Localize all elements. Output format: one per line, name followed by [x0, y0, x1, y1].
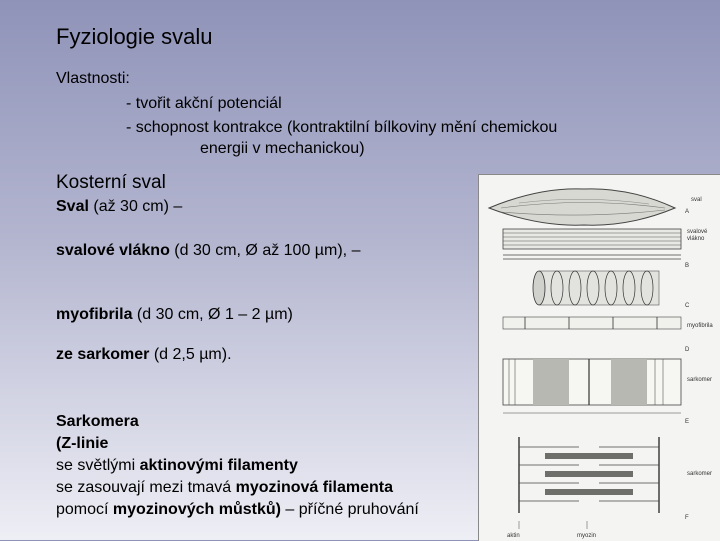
- label-F: F: [685, 515, 689, 521]
- property-item: - schopnost kontrakce (kontraktilní bílkoviny mění chemickou: [126, 119, 558, 136]
- section-heading: Kosterní sval: [56, 172, 166, 193]
- muscle-structure-svg: [479, 175, 720, 541]
- label-sarkomer-1: sarkomer: [687, 377, 713, 383]
- plain-text: se zasouvají mezi tmavá: [56, 479, 236, 496]
- term-detail: (d 30 cm, Ø až 100 µm), –: [169, 242, 361, 259]
- label-B: B: [685, 263, 690, 269]
- term-detail: (d 2,5 µm).: [149, 346, 232, 363]
- hierarchy-line: [56, 346, 232, 364]
- sarkomera-title: Sarkomera: [56, 413, 139, 430]
- sarkomera-line: [56, 501, 419, 519]
- actin-term: aktinovými filamenty: [139, 457, 298, 474]
- label-myofibrila: myofibrila: [687, 323, 713, 329]
- term-detail: (d 30 cm, Ø 1 – 2 µm): [132, 306, 293, 323]
- myosin-term: myozinová filamenta: [235, 479, 393, 496]
- term: myofibrila: [56, 306, 133, 323]
- myofibril-coil-end: [533, 271, 545, 305]
- myosin-filament: [545, 471, 633, 477]
- label-myozin: myozin: [577, 533, 597, 539]
- label-sval: sval: [691, 197, 702, 203]
- term: Sval: [56, 198, 89, 215]
- label-C: C: [685, 303, 690, 309]
- muscle-shape: [489, 189, 675, 225]
- plain-text: – příčné pruhování: [280, 501, 419, 518]
- label-sarkomer-2: sarkomer: [687, 471, 713, 477]
- label-vlakno-2: vlákno: [687, 236, 705, 242]
- sarkomera-line: [56, 435, 108, 453]
- label-A: A: [685, 209, 690, 215]
- slide-title: Fyziologie svalu: [56, 24, 213, 49]
- hierarchy-line: [56, 242, 360, 260]
- term-detail: (až 30 cm) –: [88, 198, 183, 215]
- sarkomera-line: [56, 413, 139, 431]
- sarkomera-line: [56, 457, 298, 475]
- myosin-filament: [545, 453, 633, 459]
- z-line-text: (Z-linie: [56, 435, 109, 452]
- myosin-filament: [545, 489, 633, 495]
- label-aktin: aktin: [507, 533, 520, 539]
- term: ze sarkomer: [56, 346, 150, 363]
- sarcomere-block: [503, 359, 681, 405]
- label-vlakno-1: svalové: [687, 229, 708, 235]
- label-D: D: [685, 347, 690, 353]
- label-E: E: [685, 419, 690, 425]
- property-item-continued: energii v mechanickou): [200, 140, 365, 157]
- properties-label: Vlastnosti:: [56, 70, 130, 87]
- plain-text: pomocí: [56, 501, 113, 518]
- myofibril-strip: [503, 317, 681, 329]
- muscle-structure-illustration: [478, 174, 720, 541]
- property-item: - tvořit akční potenciál: [126, 95, 282, 112]
- plain-text: se světlými: [56, 457, 140, 474]
- term: svalové vlákno: [56, 242, 170, 259]
- hierarchy-line: [56, 198, 182, 216]
- fiber-bundle: [503, 229, 681, 249]
- hierarchy-line: [56, 306, 293, 324]
- bridge-term: myozinových můstků): [112, 501, 281, 518]
- sarkomera-line: [56, 479, 393, 497]
